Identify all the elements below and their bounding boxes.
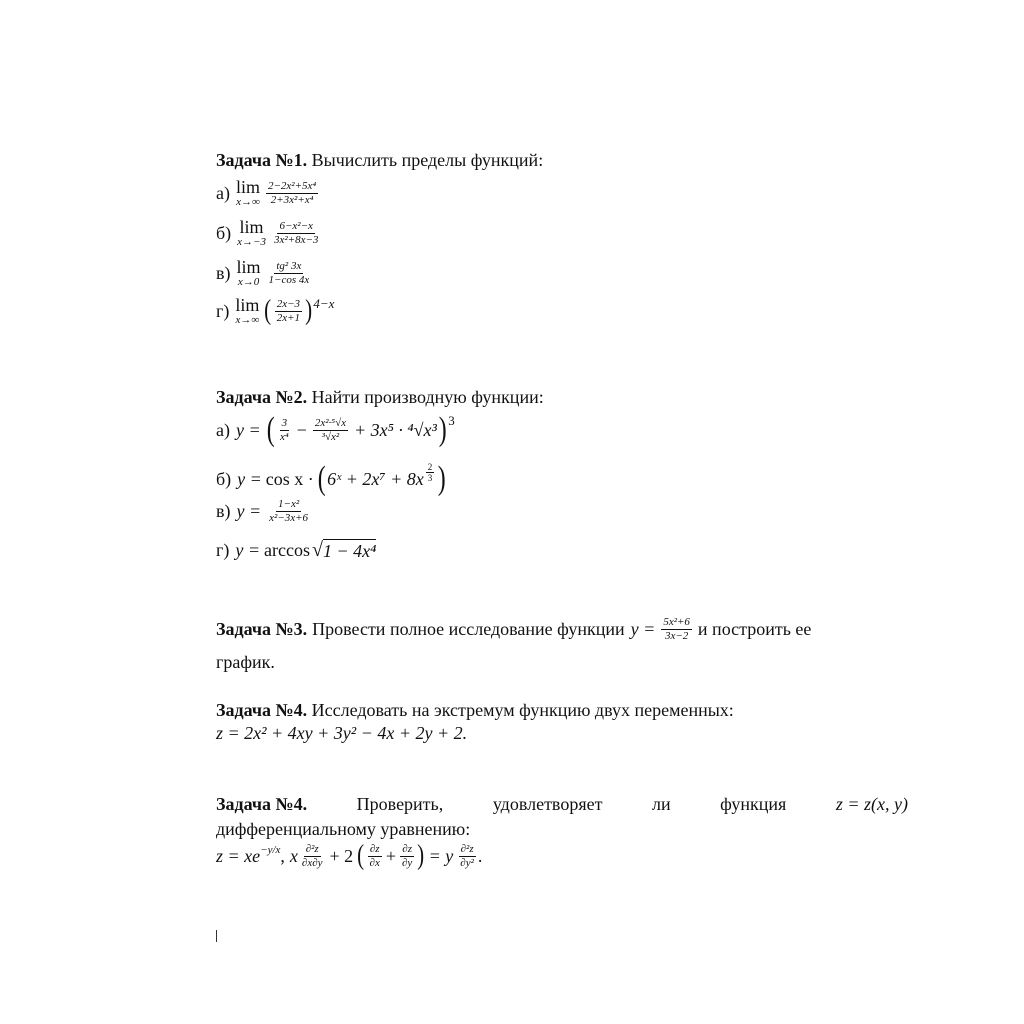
task5-title: Задача №4. [216, 794, 308, 814]
limit-operator: lim x→−3 [237, 217, 266, 248]
task5-line2: дифференциальному уравнению: [216, 819, 471, 839]
fraction: $\frac{\text{2x²·⁵√x}}{\text{³√x²}}$ [314, 416, 347, 443]
fraction: $\frac{3}{\text{x⁴}}$ [279, 416, 289, 443]
task1-item-v: в) lim x→0 $\frac{\text{tg² 3x}}{1-\cos 4x}$ [216, 257, 310, 288]
task4-heading [216, 699, 908, 721]
task1-title: Задача №1. [216, 150, 308, 170]
task1-item-b: б) lim x→−3 $\frac{\text{6−x²−x}}{\text{3x²+8x−3}}$ [216, 217, 319, 248]
task5-line1: Задача №4. Проверить, удовлетворяет ли функция z = z(x, y) [216, 794, 908, 814]
fraction: $\frac{\text{2−2x²+5x⁴}}{\text{2+3x²+x⁴}}$ [268, 179, 317, 206]
fraction: $\frac{\partial z}{\partial y}$ [402, 842, 413, 869]
task4-text: Исследовать на экстремум функцию двух переменных: [311, 700, 734, 720]
exponent: 4−x [313, 296, 335, 311]
fraction: $\frac{\text{tg² 3x}}{1-\cos 4x}$ [268, 259, 310, 286]
limit-operator: lim x→∞ [235, 295, 260, 326]
fraction: $\frac{\text{∂²z}}{\text{∂y²}}$ [460, 842, 474, 869]
task1-item-a: а) lim x→∞ $\frac{\text{2−2x²+5x⁴}}{\text{2+3x²+x⁴}}$ [216, 177, 317, 208]
text-cursor [216, 930, 217, 942]
fraction-exponent: $\frac{2}{3}$ [427, 462, 433, 484]
radicand: 1 − 4x⁴ [322, 541, 377, 561]
task3-line2: график. [216, 652, 275, 672]
task5-equation: z = xe $^{-y/x}$ , x $\frac{\text{∂²z}}{\partial x\partial y}$ + 2 ( $\frac{\partial z}{\partial x}$ + $\frac{\partial z}{\partial y}$ ) = y $\frac{\text{∂²z}}{\text{∂y²}}$ . [216, 840, 483, 871]
task3-line1: Задача №3. Провести полное исследование функции y = $\frac{\text{5x²+6}}{3x-2}$ и построить ее [216, 616, 812, 642]
task1-item-g: г) lim x→∞ ( $\frac{2x-3}{2x+1}$ ) $^{4-x}$ [216, 295, 335, 326]
limit-operator: lim x→∞ [235, 177, 260, 208]
task2-heading [216, 386, 908, 408]
exponent: 3 [448, 413, 455, 428]
task2-item-b: б) y = cos x · ( 6ˣ + 2x⁷ + 8x $\frac{2}{3}$ ) [216, 460, 446, 497]
task4-formula: z = 2x² + 4xy + 3y² − 4x + 2y + 2. [216, 723, 468, 743]
exponent: −y/x [260, 844, 281, 856]
limit-operator: lim x→0 [236, 257, 261, 288]
fraction: $\frac{\text{6−x²−x}}{\text{3x²+8x−3}}$ [273, 219, 319, 246]
task2-item-v: в) y = $\frac{\text{1−x²}}{\text{x²−3x+6}}$ [216, 498, 309, 524]
fraction: $\frac{\partial z}{\partial x}$ [369, 842, 380, 869]
task4-title: Задача №4. [216, 700, 308, 720]
task2-title: Задача №2. [216, 387, 308, 407]
task2-item-a: а) y = ( $\frac{3}{\text{x⁴}}$ − $\frac{\text{2x²·⁵√x}}{\text{³√x²}}$ + 3x⁵ · ⁴√x³ ) $^3$ [216, 411, 455, 448]
task2-item-g: г) y = arccos √ 1 − 4x⁴ [216, 539, 377, 561]
fraction: $\frac{\text{∂²z}}{\partial x\partial y}$ [301, 842, 323, 869]
fraction: $\frac{\text{5x²+6}}{3x-2}$ [663, 616, 690, 642]
fraction: $\frac{2x-3}{2x+1}$ [276, 297, 301, 324]
task3-title: Задача №3. [216, 618, 308, 639]
task1-text: Вычислить пределы функций: [311, 150, 544, 170]
fraction: $\frac{\text{1−x²}}{\text{x²−3x+6}}$ [269, 498, 309, 524]
task2-text: Найти производную функции: [311, 387, 544, 407]
task1-heading [216, 149, 908, 171]
